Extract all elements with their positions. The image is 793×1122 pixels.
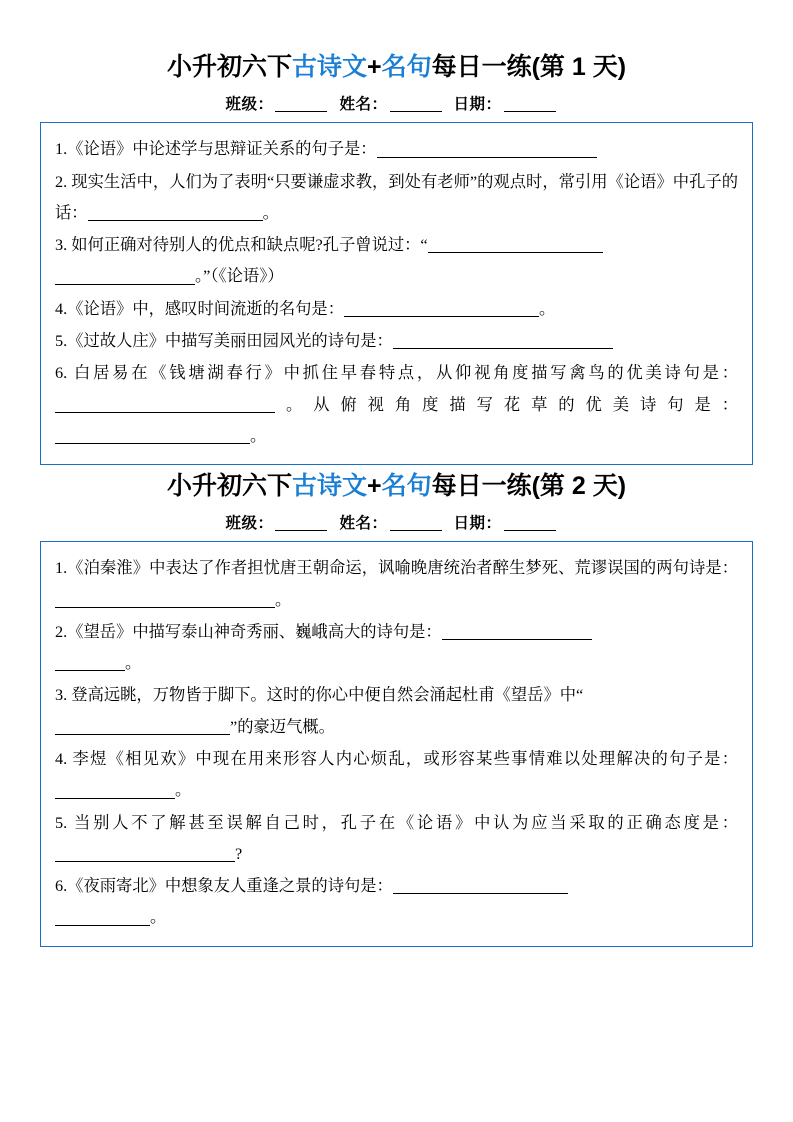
worksheet-section-day2 [40,471,753,947]
question-text: 6. 白居易在《钱塘湖春行》中抓住早春特点，从仰视角度描写禽鸟的优美诗句是： [55,363,738,383]
question-item [55,807,738,870]
question-item: 2. 现实生活中，人们为了表明“只要谦虚求教，到处有老师”的观点时，常引用《论语》中孔子的话： 。 [55,171,738,222]
name-input[interactable] [390,516,442,531]
question-text: 4. 李煜《相见欢》中现在用来形容人内心烦乱，或形容某些事情难以处理解决的句子是： [55,749,738,768]
date-input[interactable] [504,516,556,531]
answer-blank[interactable] [377,139,597,157]
answer-blank[interactable] [55,267,195,285]
answer-blank[interactable] [55,653,125,671]
answer-blank[interactable] [442,622,592,640]
class-input[interactable] [275,516,327,531]
question-text-cont: 。从俯视角度描写花草的优美诗句是： [275,394,738,414]
question-box-day1 [40,122,753,465]
question-text: 5.《过故人庄》中描写美丽田园风光的诗句是： [55,330,393,350]
meta-row-day1 [40,92,753,114]
title-plus: + [366,472,382,501]
question-text: 3. 登高远眺，万物皆于脚下。这时的你心中便自然会涌起杜甫《望岳》中“ [55,685,584,705]
answer-blank[interactable] [55,844,235,862]
question-text: 1.《泊秦淮》中表达了作者担忧唐王朝命运，讽喻晚唐统治者醉生梦死、荒谬误国的两句诗是： [55,558,738,578]
section-title-day1 [40,52,753,83]
title-prefix: 小升初六下 [166,472,292,501]
meta-row-day2 [40,511,753,533]
question-item: 2.《望岳》中描写泰山神奇秀丽、巍峨高大的诗句是： 。 [55,616,738,679]
question-item [55,679,738,742]
question-text-end: 。 [150,907,167,927]
question-item [55,229,738,292]
title-highlight-gushiwen: 古诗文 [291,53,367,81]
answer-blank[interactable] [55,426,250,444]
title-suffix: 每日一练(第 1 天) [431,53,627,81]
title-suffix: 每日一练(第 2 天) [431,472,627,501]
question-item: 4. 李煜《相见欢》中现在用来形容人内心烦乱，或形容某些事情难以处理解决的句子是：。 [55,749,738,800]
question-text-cont: 。”（《论语》） [195,266,284,286]
name-label: 姓名： [339,515,388,533]
question-text-cont: ”的豪迈气概。 [230,716,335,736]
question-item [55,325,738,356]
worksheet-section-day1 [40,52,753,465]
question-text-cont: ? [235,843,243,863]
answer-blank[interactable] [55,780,175,798]
question-text: 5. 当别人不了解甚至误解自己时，孔子在《论语》中认为应当采取的正确态度是： [55,812,738,832]
question-box-day2 [40,541,753,946]
question-item: 4.《论语》中，感叹时间流逝的名句是： 。 [55,298,556,318]
title-highlight-mingju: 名句 [381,53,432,81]
date-input[interactable] [504,97,556,112]
answer-blank[interactable] [55,395,275,413]
answer-blank[interactable] [393,331,613,349]
answer-blank[interactable] [55,590,275,608]
class-label: 班级： [225,515,274,533]
class-input[interactable] [275,97,327,112]
answer-blank[interactable] [55,908,150,926]
question-text: 2. 现实生活中，人们为了表明“只要谦虚求教，到处有老师”的观点时，常引用《论语》中孔子的话： [55,171,738,222]
question-text: 4.《论语》中，感叹时间流逝的名句是： [55,298,344,318]
answer-blank[interactable] [393,876,568,894]
title-plus: + [366,53,382,81]
question-item: 1.《泊秦淮》中表达了作者担忧唐王朝命运，讽喻晚唐统治者醉生梦死、荒谬误国的两句诗是：。 [55,558,738,609]
question-text: 6.《夜雨寄北》中想象友人重逢之景的诗句是： [55,876,393,896]
class-label: 班级： [225,96,274,114]
answer-blank[interactable] [88,203,263,221]
answer-blank[interactable] [428,235,603,253]
section-title-day2 [40,471,753,502]
question-item [55,870,738,933]
question-text: 3. 如何正确对待别人的优点和缺点呢?孔子曾说过：“ [55,235,428,255]
question-text-end: 。 [250,425,267,445]
name-input[interactable] [390,97,442,112]
title-highlight-gushiwen: 古诗文 [291,472,367,501]
date-label: 日期： [453,96,502,114]
answer-blank[interactable] [55,717,230,735]
question-item [55,133,738,164]
question-item [55,357,738,451]
date-label: 日期： [453,515,502,533]
answer-blank[interactable] [344,299,539,317]
question-text: 2.《望岳》中描写泰山神奇秀丽、巍峨高大的诗句是： [55,621,442,641]
title-highlight-mingju: 名句 [381,472,432,501]
name-label: 姓名： [339,96,388,114]
title-prefix: 小升初六下 [166,53,292,81]
question-text: 1.《论语》中论述学与思辩证关系的句子是： [55,139,377,159]
